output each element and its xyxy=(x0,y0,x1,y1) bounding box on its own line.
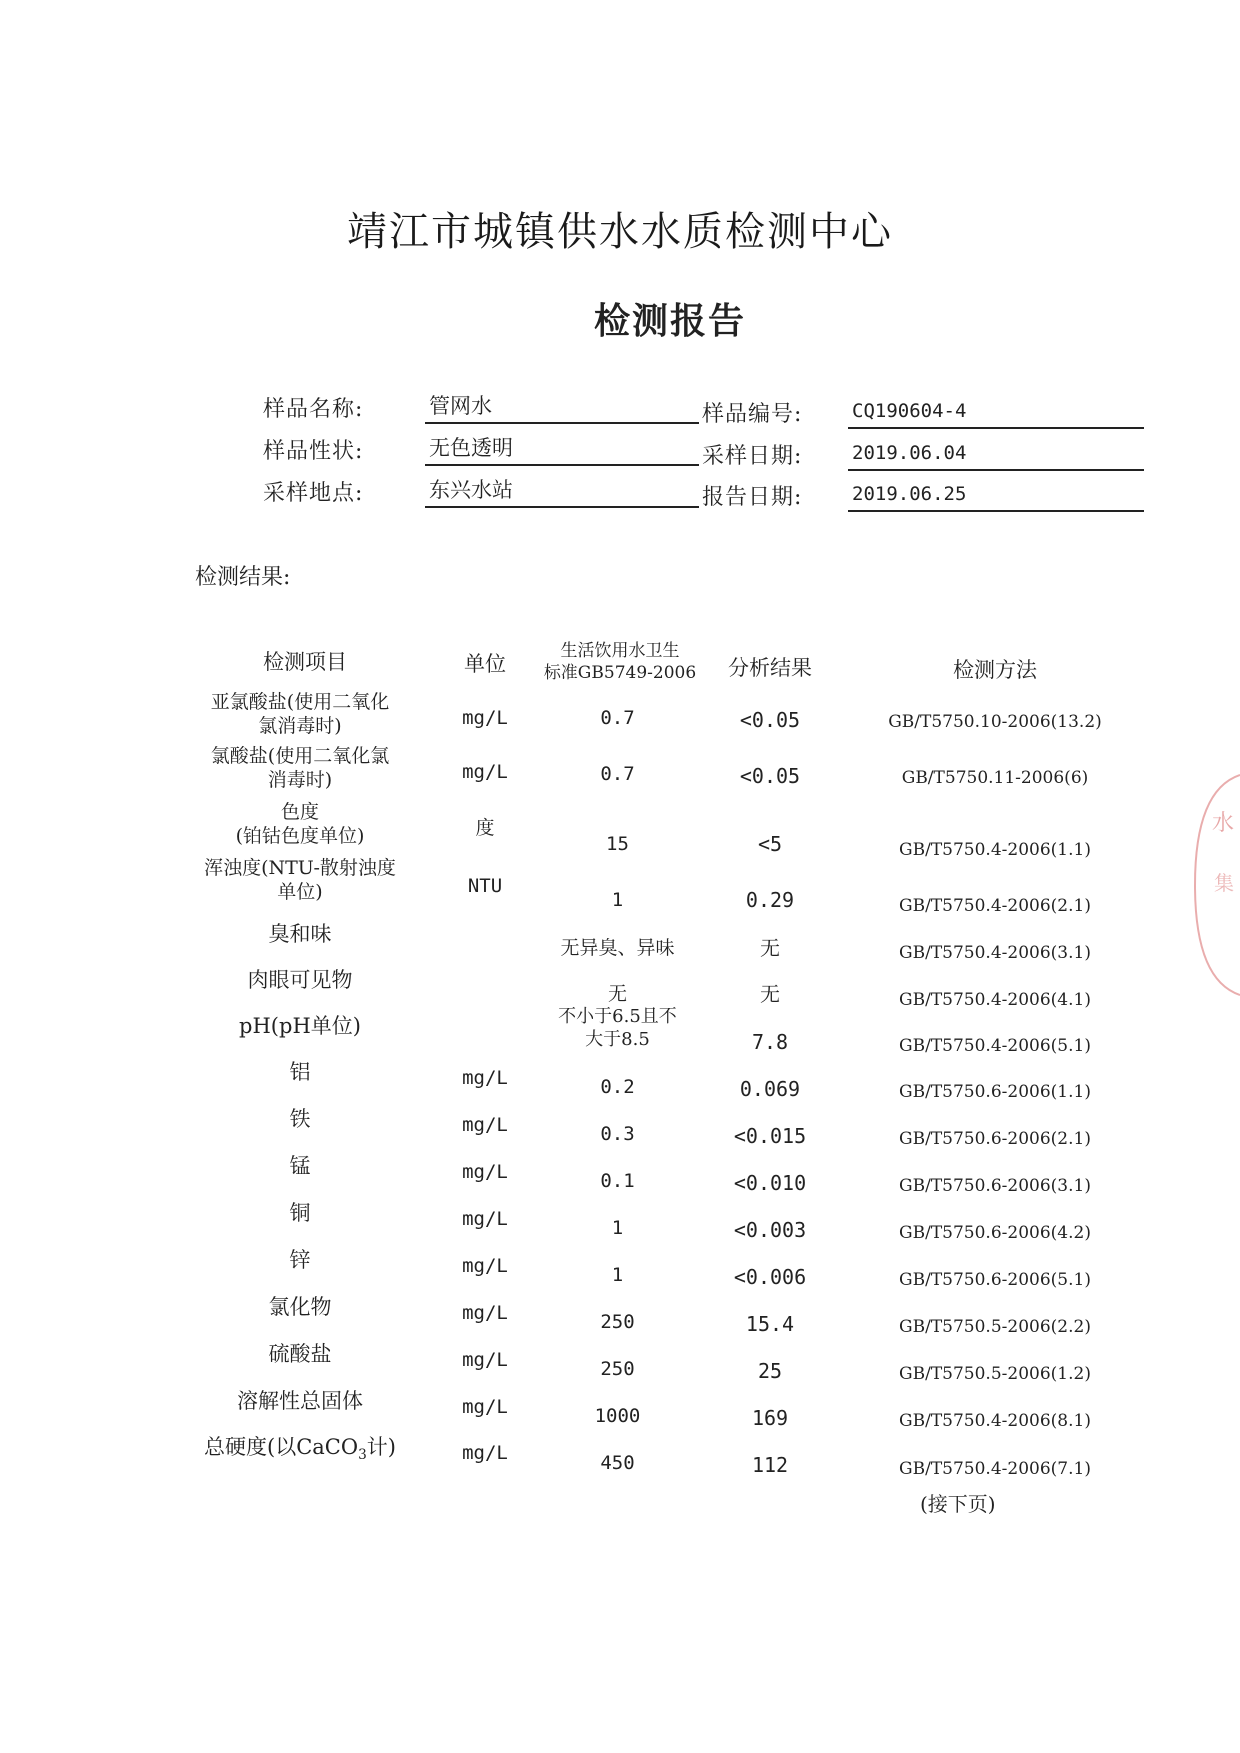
table-row-result: <0.006 xyxy=(733,1265,807,1289)
sample-nature-label: 样品性状: xyxy=(263,439,364,464)
table-row-result: <0.003 xyxy=(733,1218,807,1242)
item-line: (铂钴色度单位) xyxy=(235,825,365,847)
sample-code-label: 样品编号: xyxy=(702,402,803,427)
header-standard-line1: 生活饮用水卫生 xyxy=(560,641,680,661)
table-row-unit: mg/L xyxy=(462,1114,508,1136)
table-row-item: 锌 xyxy=(289,1248,311,1272)
table-row-standard: 无异臭、异味 xyxy=(560,937,675,959)
table-row-standard: 0.7 xyxy=(600,763,635,785)
sample-name-value: 管网水 xyxy=(425,392,699,424)
item-line: 氯消毒时) xyxy=(258,715,342,737)
item-line: 单位) xyxy=(277,881,323,903)
item-line: 消毒时) xyxy=(267,769,333,791)
table-row-result: 无 xyxy=(760,982,780,1006)
table-row-method: GB/T5750.4-2006(8.1) xyxy=(899,1411,1091,1431)
item-text-subscript: 3 xyxy=(358,1447,367,1464)
table-row-item: 锰 xyxy=(289,1154,311,1178)
table-row-standard: 1 xyxy=(611,889,624,911)
header-standard-line2: 标准GB5749-2006 xyxy=(543,663,697,683)
table-row-method: GB/T5750.6-2006(1.1) xyxy=(899,1082,1091,1102)
table-row-result: 无 xyxy=(760,936,780,960)
table-row-unit: mg/L xyxy=(462,1161,508,1183)
table-row-result: 15.4 xyxy=(745,1312,795,1336)
table-row-method: GB/T5750.10-2006(13.2) xyxy=(888,712,1102,732)
item-line: 浑浊度(NTU-散射浊度 xyxy=(204,857,396,879)
table-row-method: GB/T5750.4-2006(3.1) xyxy=(899,943,1091,963)
item-text-suffix: 计) xyxy=(366,1435,396,1459)
results-label: 检测结果: xyxy=(195,565,291,590)
sample-location-value: 东兴水站 xyxy=(425,476,699,508)
table-row-result: <5 xyxy=(757,832,783,856)
header-standard xyxy=(535,640,705,684)
table-row-item: 硫酸盐 xyxy=(268,1342,332,1366)
table-row-standard: 250 xyxy=(600,1311,635,1333)
table-row-unit: 度 xyxy=(475,817,495,839)
table-row-result: 169 xyxy=(751,1406,789,1430)
report-date-label: 报告日期: xyxy=(702,485,803,510)
table-row-standard: 450 xyxy=(600,1452,635,1474)
table-row-item xyxy=(185,856,415,904)
table-row-result: 7.8 xyxy=(751,1030,789,1054)
table-row-result: <0.010 xyxy=(733,1171,807,1195)
table-row-item: 肉眼可见物 xyxy=(247,968,353,992)
table-row-item: 铁 xyxy=(289,1107,311,1131)
svg-text:水: 水 xyxy=(1212,811,1235,836)
table-row-item xyxy=(185,800,415,848)
table-row-method: GB/T5750.5-2006(1.2) xyxy=(899,1364,1091,1384)
table-row-result: <0.015 xyxy=(733,1124,807,1148)
table-row-standard: 1 xyxy=(611,1264,624,1286)
header-result: 分析结果 xyxy=(728,656,812,680)
continue-note: (接下页) xyxy=(920,1492,996,1516)
table-row-standard: 0.2 xyxy=(600,1076,635,1098)
table-row-method: GB/T5750.6-2006(3.1) xyxy=(899,1176,1091,1196)
org-title: 靖江市城镇供水水质检测中心 xyxy=(347,209,893,255)
table-row-item: 铜 xyxy=(289,1201,311,1225)
table-row-unit: mg/L xyxy=(462,1396,508,1418)
table-row-item xyxy=(185,690,415,738)
table-row-standard: 0.7 xyxy=(600,707,635,729)
table-row-unit: mg/L xyxy=(462,1442,508,1464)
item-line: 氯酸盐(使用二氧化氯 xyxy=(210,745,390,767)
table-row-item xyxy=(185,1435,415,1467)
table-row-item: 溶解性总固体 xyxy=(237,1389,363,1413)
table-row-method: GB/T5750.6-2006(2.1) xyxy=(899,1129,1091,1149)
table-row-item: 臭和味 xyxy=(268,922,332,946)
sample-date-value: 2019.06.04 xyxy=(848,439,1144,471)
table-row-item: 氯化物 xyxy=(268,1295,332,1319)
table-row-result: 0.069 xyxy=(739,1077,801,1101)
sample-nature-value: 无色透明 xyxy=(425,434,699,466)
table-row-standard: 15 xyxy=(606,833,629,855)
table-row-unit: mg/L xyxy=(462,1302,508,1324)
table-row-unit: mg/L xyxy=(462,1067,508,1089)
table-row-standard: 0.3 xyxy=(600,1123,635,1145)
sample-date-label: 采样日期: xyxy=(702,444,803,469)
table-row-method: GB/T5750.5-2006(2.2) xyxy=(899,1317,1091,1337)
table-row-standard: 无 xyxy=(607,983,627,1005)
table-row-item: 铝 xyxy=(289,1060,311,1084)
table-row-method: GB/T5750.4-2006(5.1) xyxy=(899,1036,1091,1056)
table-row-standard: 1000 xyxy=(594,1405,641,1427)
table-row-result: 0.29 xyxy=(745,888,795,912)
header-item: 检测项目 xyxy=(263,650,347,674)
table-row-method: GB/T5750.4-2006(7.1) xyxy=(899,1459,1091,1479)
svg-text:集: 集 xyxy=(1214,871,1234,895)
table-row-method: GB/T5750.6-2006(4.2) xyxy=(899,1223,1091,1243)
table-row-unit: mg/L xyxy=(462,1208,508,1230)
table-row-item xyxy=(185,744,415,792)
table-row-standard: 不小于6.5且不 大于8.5 xyxy=(558,1006,677,1050)
table-row-standard: 0.1 xyxy=(600,1170,635,1192)
table-row-unit: mg/L xyxy=(462,1255,508,1277)
table-row-result: <0.05 xyxy=(739,708,801,732)
table-row-unit: mg/L xyxy=(462,761,508,783)
table-row-method: GB/T5750.6-2006(5.1) xyxy=(899,1270,1091,1290)
sample-location-label: 采样地点: xyxy=(263,481,364,506)
table-row-result: 25 xyxy=(757,1359,783,1383)
table-row-result: 112 xyxy=(751,1453,789,1477)
table-row-method: GB/T5750.4-2006(4.1) xyxy=(899,990,1091,1010)
report-date-value: 2019.06.25 xyxy=(848,480,1144,512)
header-unit: 单位 xyxy=(464,652,506,676)
item-line: 亚氯酸盐(使用二氧化 xyxy=(210,691,390,713)
red-seal-fragment xyxy=(1190,770,1240,1000)
item-text-prefix: 总硬度(以CaCO xyxy=(204,1435,359,1459)
item-line: 色度 xyxy=(280,801,319,823)
table-row-item: pH(pH单位) xyxy=(239,1014,361,1038)
table-row-unit: NTU xyxy=(467,875,503,897)
table-row-method: GB/T5750.4-2006(2.1) xyxy=(899,896,1091,916)
table-row-standard: 1 xyxy=(611,1217,624,1239)
sample-name-label: 样品名称: xyxy=(263,397,364,422)
table-row-unit: mg/L xyxy=(462,1349,508,1371)
table-row-result: <0.05 xyxy=(739,764,801,788)
sample-code-value: CQ190604-4 xyxy=(848,397,1144,429)
table-row-unit: mg/L xyxy=(462,707,508,729)
table-row-standard: 250 xyxy=(600,1358,635,1380)
header-method: 检测方法 xyxy=(953,658,1037,682)
table-row-method: GB/T5750.4-2006(1.1) xyxy=(899,840,1091,860)
report-title: 检测报告 xyxy=(593,300,746,342)
table-row-method: GB/T5750.11-2006(6) xyxy=(901,768,1089,788)
